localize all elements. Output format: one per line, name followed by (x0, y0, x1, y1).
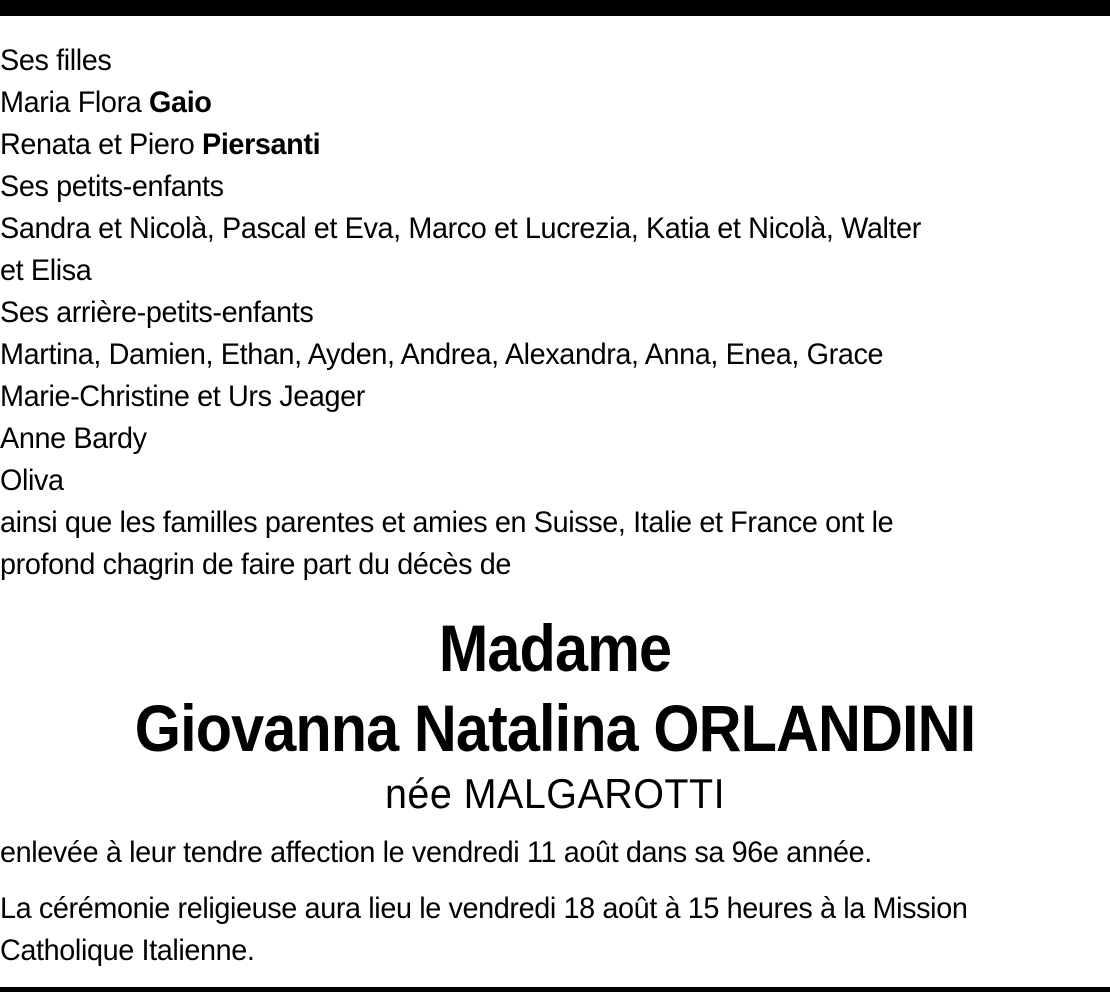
deceased-title: Madame (438, 611, 672, 685)
deceased-maiden-name: née MALGAROTTI (384, 770, 726, 817)
bottom-border-rule (0, 987, 1110, 992)
deceased-name: Giovanna Natalina ORLANDINI (134, 691, 976, 765)
daughter-surname: Gaio (149, 86, 212, 119)
other-mourner: Oliva (0, 464, 64, 497)
other-mourner: Anne Bardy (0, 422, 147, 455)
grandchildren-heading: Ses petits-enfants (0, 170, 224, 203)
daughter-first-names: Maria Flora (0, 86, 142, 119)
family-list (0, 40, 1110, 586)
daughter-entry-2 (0, 124, 1066, 166)
great-grandchildren-list: Martina, Damien, Ethan, Ayden, Andrea, Alexandra, Anna, Enea, Grace (0, 338, 884, 371)
daughter-first-names: Renata et Piero (0, 128, 195, 161)
daughters-heading: Ses filles (0, 44, 112, 77)
announcement-line-1: ainsi que les familles parentes et amies en Suisse, Italie et France ont le (0, 506, 894, 539)
daughter-surname: Piersanti (201, 128, 321, 161)
great-grandchildren-heading: Ses arrière-petits-enfants (0, 296, 314, 329)
death-info: enlevée à leur tendre affection le vendredi 11 août dans sa 96e année. (0, 836, 872, 869)
notice-footer (0, 832, 1110, 972)
grandchildren-list-line-2: et Elisa (0, 254, 92, 287)
other-mourner: Marie-Christine et Urs Jeager (0, 380, 365, 413)
grandchildren-list-line-1: Sandra et Nicolà, Pascal et Eva, Marco et Lucrezia, Katia et Nicolà, Walter (0, 212, 921, 245)
top-border-rule (0, 0, 1110, 16)
deceased-block (0, 608, 1110, 820)
daughter-entry-1 (0, 82, 1066, 124)
announcement-line-2: profond chagrin de faire part du décès de (0, 548, 512, 581)
ceremony-info-line-1: La cérémonie religieuse aura lieu le vendredi 18 août à 15 heures à la Mission (0, 892, 968, 925)
ceremony-info-line-2: Catholique Italienne. (0, 934, 255, 967)
